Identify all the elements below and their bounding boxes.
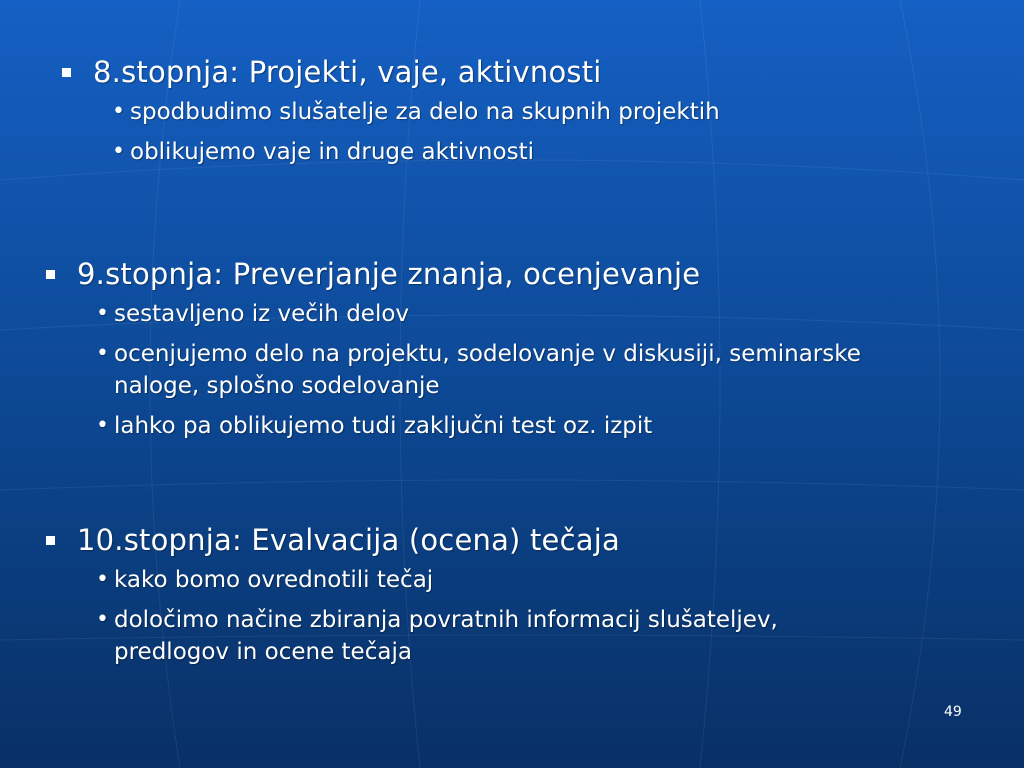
list-item-text: spodbudimo slušatelje za delo na skupnih projektih (130, 99, 720, 125)
list-item (96, 338, 886, 402)
dot-bullet-icon: • (96, 413, 109, 438)
dot-bullet-icon: • (96, 567, 109, 592)
square-bullet-icon (46, 536, 55, 545)
page-number: 49 (944, 704, 962, 720)
list-item (96, 564, 816, 596)
dot-bullet-icon: • (112, 139, 125, 164)
list-item (112, 96, 962, 128)
section-heading-text: 9.stopnja: Preverjanje znanja, ocenjevanje (77, 257, 701, 291)
square-bullet-icon (46, 270, 55, 279)
list-item-text: sestavljeno iz večih delov (114, 301, 410, 327)
list-item (96, 298, 886, 330)
section-heading (46, 256, 946, 292)
section-stage-8 (62, 54, 962, 176)
list-item (112, 136, 962, 168)
bullet-list (96, 564, 816, 668)
list-item (96, 410, 886, 442)
list-item-text: lahko pa oblikujemo tudi zaključni test oz. izpit (114, 413, 653, 439)
dot-bullet-icon: • (112, 99, 125, 124)
square-bullet-icon (62, 68, 71, 77)
bullet-list (96, 298, 886, 442)
bullet-list (112, 96, 962, 168)
dot-bullet-icon: • (96, 607, 109, 632)
section-heading-text: 8.stopnja: Projekti, vaje, aktivnosti (93, 55, 602, 89)
section-heading (46, 522, 946, 558)
section-stage-9 (46, 256, 946, 450)
list-item-text: oblikujemo vaje in druge aktivnosti (130, 139, 534, 165)
list-item-text: določimo načine zbiranja povratnih informacij slušateljev, predlogov in ocene tečaja (114, 607, 778, 665)
list-item-text: ocenjujemo delo na projektu, sodelovanje v diskusiji, seminarske naloge, splošno sodelovanje (114, 341, 861, 399)
section-heading-text: 10.stopnja: Evalvacija (ocena) tečaja (77, 523, 620, 557)
section-stage-10 (46, 522, 946, 676)
list-item (96, 604, 816, 668)
list-item-text: kako bomo ovrednotili tečaj (114, 567, 434, 593)
dot-bullet-icon: • (96, 301, 109, 326)
dot-bullet-icon: • (96, 341, 109, 366)
section-heading (62, 54, 962, 90)
